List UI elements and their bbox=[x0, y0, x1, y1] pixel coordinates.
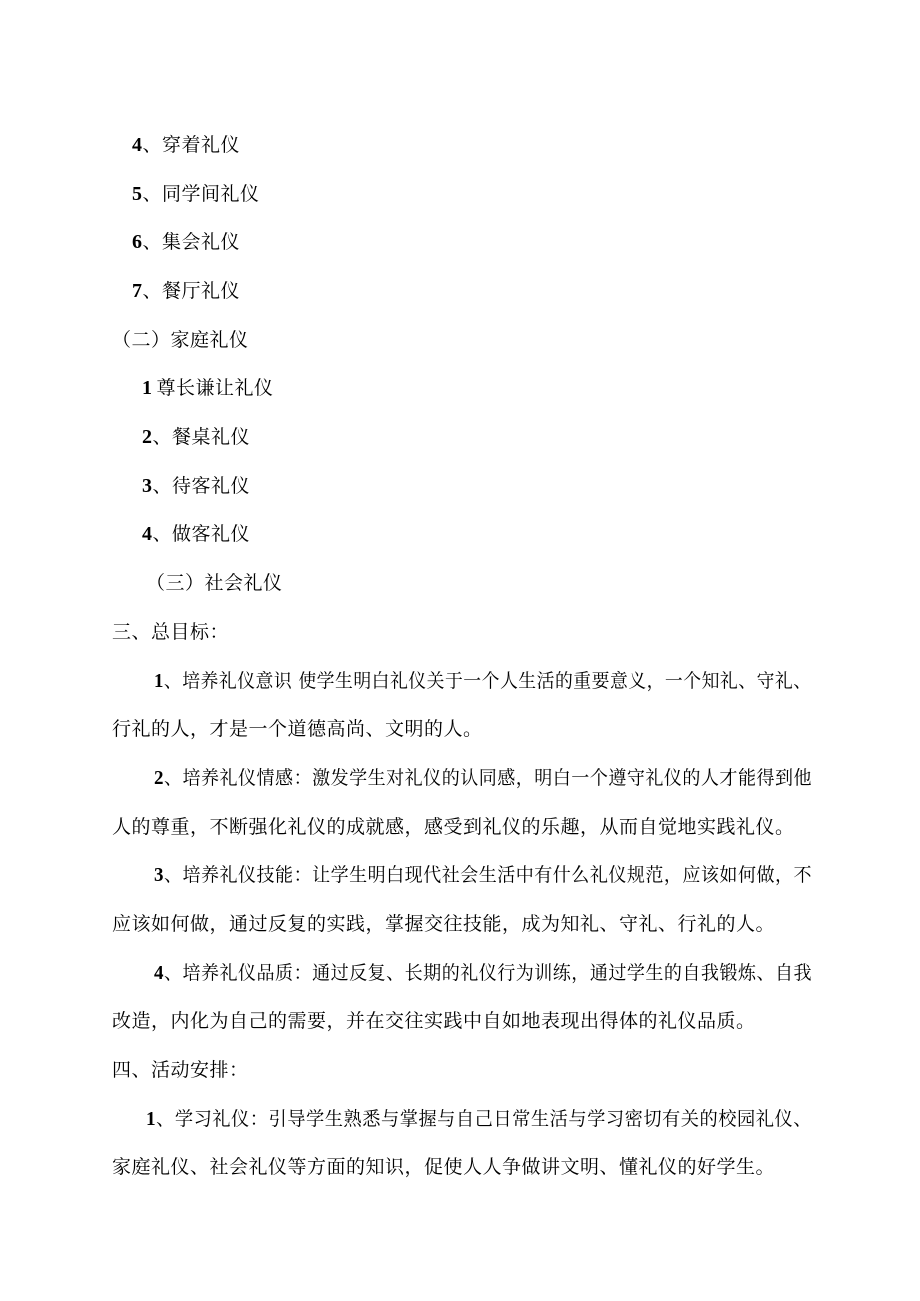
family-item-3 bbox=[142, 473, 250, 499]
goal-4-line-1 bbox=[154, 960, 812, 986]
school-item-6 bbox=[132, 229, 240, 255]
item-number: 2 bbox=[142, 426, 153, 448]
goal-2-line-1 bbox=[154, 765, 812, 791]
item-text: 、同学间礼仪 bbox=[142, 183, 260, 205]
goal-3-line-1 bbox=[154, 862, 812, 888]
paragraph-text: 、学习礼仪：引导学生熟悉与掌握与自己日常生活与学习密切有关的校园礼仪、 bbox=[156, 1108, 812, 1130]
activity-1-line-1 bbox=[146, 1106, 812, 1132]
paragraph-text: 、培养礼仪技能：让学生明白现代社会生活中有什么礼仪规范，应该如何做，不 bbox=[163, 864, 813, 886]
school-item-4 bbox=[132, 132, 240, 158]
item-number: 1 bbox=[146, 1108, 157, 1130]
item-text: 、穿着礼仪 bbox=[142, 134, 241, 156]
family-item-2 bbox=[142, 424, 250, 450]
goal-3-line-2: 应该如何做，通过反复的实践，掌握交往技能，成为知礼、守礼、行礼的人。 bbox=[112, 913, 776, 935]
family-item-1 bbox=[142, 375, 274, 401]
goal-1-line-1 bbox=[154, 668, 812, 694]
item-text: 、集会礼仪 bbox=[142, 231, 241, 253]
item-number: 4 bbox=[142, 523, 153, 545]
item-text: 、餐厅礼仪 bbox=[142, 280, 241, 302]
item-number: 5 bbox=[132, 183, 143, 205]
item-number: 6 bbox=[132, 231, 143, 253]
activity-1-line-2: 家庭礼仪、社会礼仪等方面的知识，促使人人争做讲文明、懂礼仪的好学生。 bbox=[112, 1156, 776, 1178]
goals-heading: 三、总目标： bbox=[112, 621, 230, 643]
item-number: 3 bbox=[142, 475, 153, 497]
item-text: 尊长谦让礼仪 bbox=[156, 377, 274, 399]
item-number: 4 bbox=[132, 134, 143, 156]
paragraph-text: 、培养礼仪意识 使学生明白礼仪关于一个人生活的重要意义，一个知礼、守礼、 bbox=[163, 670, 812, 692]
item-number: 3 bbox=[154, 864, 164, 886]
goal-1-line-2: 行礼的人，才是一个道德高尚、文明的人。 bbox=[112, 718, 483, 740]
paragraph-text: 、培养礼仪品质：通过反复、长期的礼仪行为训练，通过学生的自我锻炼、自我 bbox=[163, 962, 813, 984]
paragraph-text: 、培养礼仪情感：激发学生对礼仪的认同感，明白一个遵守礼仪的人才能得到他 bbox=[163, 767, 813, 789]
activity-heading: 四、活动安排： bbox=[112, 1059, 249, 1081]
school-item-7 bbox=[132, 278, 240, 304]
item-text: 、做客礼仪 bbox=[152, 523, 251, 545]
item-number: 2 bbox=[154, 767, 164, 789]
item-number: 7 bbox=[132, 280, 143, 302]
school-item-5 bbox=[132, 181, 260, 207]
goal-4-line-2: 改造，内化为自己的需要，并在交往实践中自如地表现出得体的礼仪品质。 bbox=[112, 1010, 756, 1032]
family-heading: （二）家庭礼仪 bbox=[112, 329, 249, 351]
goal-2-line-2: 人的尊重，不断强化礼仪的成就感，感受到礼仪的乐趣，从而自觉地实践礼仪。 bbox=[112, 816, 795, 838]
item-number: 4 bbox=[154, 962, 164, 984]
item-number: 1 bbox=[142, 377, 153, 399]
family-item-4 bbox=[142, 521, 250, 547]
item-text: 、待客礼仪 bbox=[152, 475, 251, 497]
item-number: 1 bbox=[154, 670, 164, 692]
item-text: 、餐桌礼仪 bbox=[152, 426, 251, 448]
social-heading: （三）社会礼仪 bbox=[146, 572, 283, 594]
